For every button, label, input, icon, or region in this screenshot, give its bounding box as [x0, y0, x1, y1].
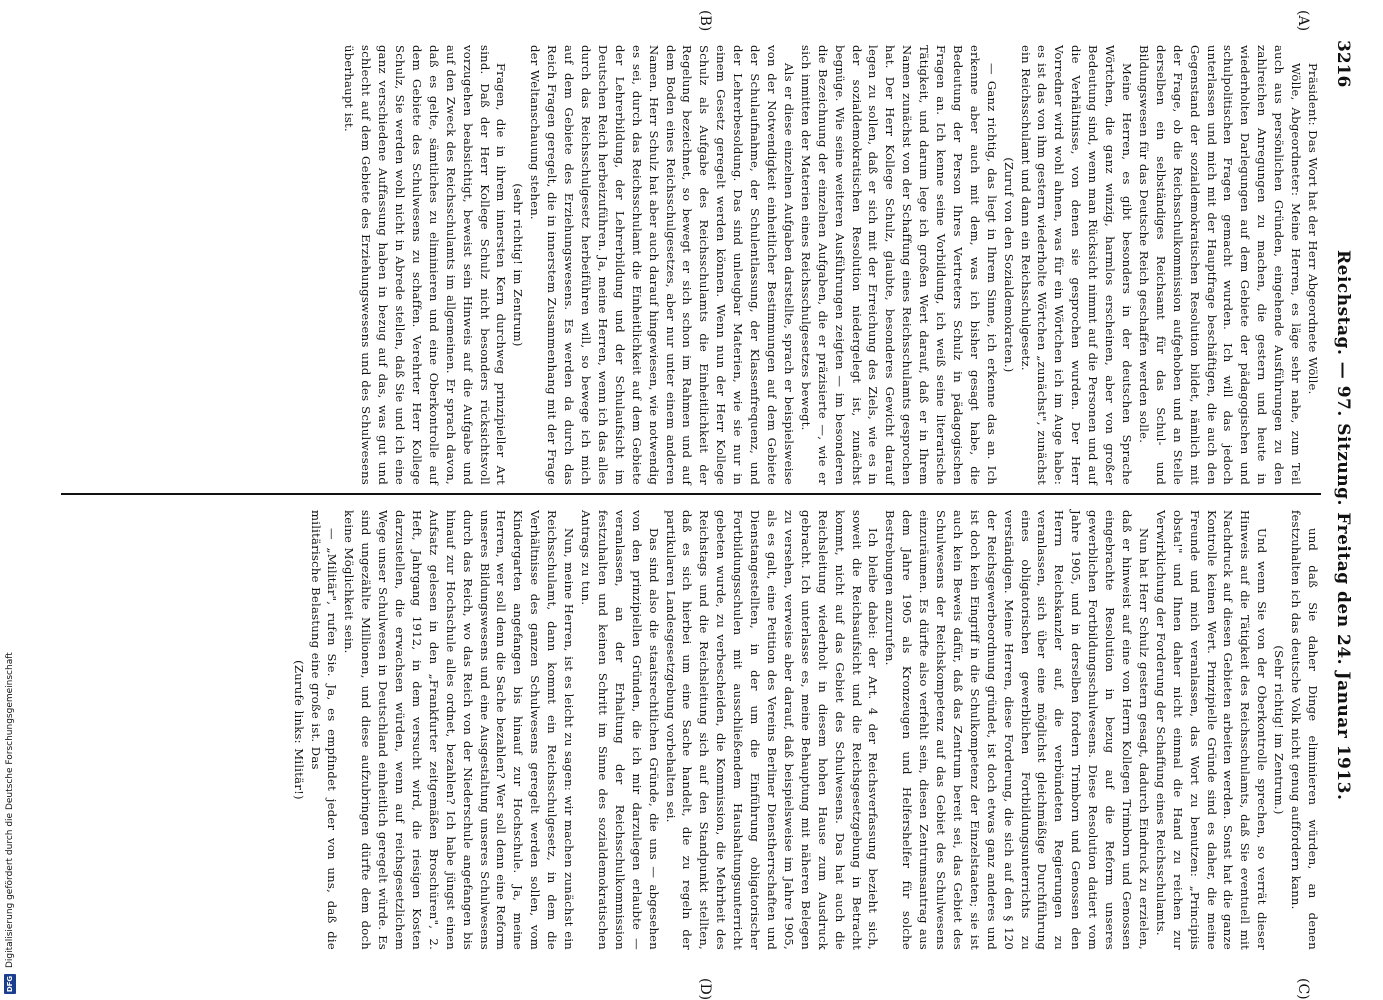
paragraph: Als er diese einzelnen Aufgaben darstellte, sprach er beispielsweise von der Notwendigkeit einheitlicher Bestimmungen auf dem Gebiete der Schulaufnahme, der Schulentlassung, der Klassenfrequenz, und der Lehrerbesoldung. Das sind unleugbar Materien, wie sie nur in einem Gesetz geregelt werden können. Wenn nun der Herr Kollege Schulz als Aufgabe des Reichsschulamts die Einheitlichkeit der Regelung bezeichnet, so bewegt er sich schon im Rahmen und auf dem Boden eines Reichsschulgesetzes, aber nur unter einem anderen Namen. Herr Schulz hat aber auch darauf hingewiesen, wie notwendig es sei, durch das Reichsschulamt die Einheitlichkeit auf dem Gebiete der Lehrerbildung, der Lehrerbildung und der Schulaufsicht im Deutschen Reich herbeizuführen. Ja, meine Herren, wenn ich das alles durch das Reichsschulgesetz herbeiführen will, so bewege ich mich auf dem Gebiete des Erziehungswesens. Es werden da durch das Reich Fragen geregelt, die in innerstem Zusammenhang mit der Frage der Weltanschauung stehen. [528, 45, 796, 485]
paragraph: Fragen, die in ihrem innersten Kern durchweg prinzipieller Art sind. Daß der Herr Kollege Schulz nicht besonders rücksichtsvoll vorzugehen beabsichtigt, beweist sein Hinweis auf die Aufgabe und auf den Zweck des Reichsschulamts im allgemeinen. Er sprach davon, daß es gelte, sämtliches zu eliminieren und eine Oberkontrolle auf dem Gebiete des Schulwesens zu schaffen. Verehrter Herr Kollege Schulz, Sie werden wohl nicht in Abrede stellen, daß Sie und ich eine ganz verschiedene Auffassung haben in bezug auf das, was gut und schlecht auf dem Gebiete des Erziehungswesens und des Schulwesens überhaupt ist. [342, 45, 509, 485]
paragraph: Und wenn Sie von der Oberkontrolle sprechen, so verrät dieser Hinweis auf die Tätigkeit des Reichsschulamts, daß Sie eventuell mit Nachdruck auf diesen Gebieten arbeiten werden. Sonst hat die ganze Kontrolle keinen Wert. Prinzipielle Gründe sind es daher, die meine Freunde und mich veranlassen, das Wort zu benutzen: „Principiis obsta!" und Ihnen daher nicht einmal die Hand zu reichen zur Verwirklichung der Forderung der Schaffung eines Reichsschulamts. [1153, 510, 1270, 950]
interjection: (Zuruf von den Sozialdemokraten.) [1001, 157, 1016, 373]
digitization-credit [0, 0, 20, 1000]
dfg-logo-icon: DFG [6, 975, 14, 993]
paragraph: Präsident: Das Wort hat der Herr Abgeordnete Wölle. [1306, 63, 1320, 395]
interjection: (sehr richtig! im Zentrum) [511, 183, 526, 347]
paragraph: Ich bleibe dabei: der Art. 4 der Reichsverfassung bezieht sich, soweit die Reichsaufsicht und die Reichsgesetzgebung in Betracht kommt, nicht auf das Gebiet des Schulwesens. Das hat auch die Reichsleitung wiederholt in diesem hohen Hause zum Ausdruck gebracht. Ich unterlasse es, meine Behauptung mit näheren Belegen zu versehen, verweise aber darauf, daß beispielsweise im Jahre 1905, als es galt, eine Petition des Vereins Berliner Dienstherrschaften und Dienstangestellten, in der um die Einführung obligatorischer Fortbildungsschulen mit ausschließendem Haushaltungsunterricht gebeten wurde, zu verbescheiden, die Kommission, die Mehrheit des Reichstags und die Reichsleitung sich auf den Standpunkt stellten, daß es sich hierbei um eine Sache handelt, die zu regeln der partikularen Landesgesetzgebung vorbehalten sei. [663, 510, 881, 950]
page-number: 3216 [1333, 40, 1353, 88]
column-divider [61, 493, 1321, 495]
paragraph: und daß Sie daher Dinge eliminieren würden, an denen festzuhalten ich das deutsche Volk nicht genug auffordern kann. [1289, 510, 1320, 950]
right-column [290, 510, 1321, 950]
margin-mark-b: (B) [697, 10, 713, 32]
interjection: (Sehr richtig! im Zentrum.) [1272, 645, 1287, 815]
margin-mark-c: (C) [1295, 978, 1311, 1000]
left-column [340, 45, 1321, 485]
margin-mark-d: (D) [697, 978, 713, 1000]
paragraph: — Ganz richtig, das liegt in Ihrem Sinne, ich erkenne das an. Ich erkenne aber auch mit dem, was ich bisher gesagt habe, die Bedeutung der Person Ihres Vertreters Schulz in pädagogischen Fragen an. Ich kenne seine Vorbildung, ich weiß seine literarische Tätigkeit, und darum lege ich großen Wert darauf, daß er in Ihrem Namen zunächst von der Schaffung eines Reichsschulamts gesprochen hat. Der Herr Kollege Schulz, glaubte, besonderes Gewicht darauf legen zu sollen, daß er sich mit der Erreichung des Ziels, wie es in der sozialdemokratischen Resolution niedergelegt ist, zunächst begnüge. Wie seine weiteren Ausführungen zeigten — im besonderen die Bezeichnung der einzelnen Aufgaben, die er präzisierte —, wie er sich inmitten der Materien eines Reichsschulgesetzes bewegt. [798, 45, 999, 485]
paragraph: — „Militär", rufen Sie. Ja, es empfindet jeder von uns, daß die militärische Belastung eine große ist. Das [308, 510, 340, 950]
credit-text: Digitalisierung gefördert durch die Deutsche Forschungsgemeinschaft [5, 652, 15, 968]
page-title: Reichstag. — 97. Sitzung. Freitag den 24. Januar 1913. [1333, 250, 1353, 801]
paragraph: Nun hat Herr Schulz gestern gesagt, dadurch Eindruck zu erzielen, daß er hinweist auf eine von Herrn Kollegen Trimborn und Genossen eingebrachte Resolution in bezug auf die Reform unseres gewerblichen Fortbildungsschulwesens. Diese Resolution datiert vom Jahre 1905, und in derselben fordern Trimborn und Genossen den Herrn Reichskanzler auf, die verbündeten Regierungen zu veranlassen, sich über eine möglichst gleichmäßige Durchführung eines obligatorischen gewerblichen Fortbildungsunterrichts zu verständigen. Meine Herren, diese Forderung, die sich auf den § 120 der Reichsgewerbeordnung gründet, ist doch etwas ganz anderes und ist doch kein Eingriff in die Schulkompetenz der Einzelstaaten; sie ist auch kein Beweis dafür, daß das Zentrum bereit sei, das Gebiet des Schulwesens der Reichskompetenz auf das Gebiet des Schulwesens einzuräumen. Es dürfte also verfehlt sein, diesen Zentrumsantrag aus dem Jahre 1905 als Kronzeugen und Helfershelfer für solche Bestrebungen anzurufen. [883, 510, 1151, 950]
margin-mark-a: (A) [1295, 10, 1311, 32]
paragraph: Meine Herren, es gibt besonders in der deutschen Sprache Wörtchen, die ganz winzig, harmlos erscheinen, aber von großer Bedeutung sind, wenn man Rücksicht nimmt auf die Personen und auf die Verhältnisse, von denen sie gesprochen wurden. Der Herr Vorredner wird wohl ahnen, was für ein Wörtchen ich im Auge habe: es ist das von ihm gestern wiederholte Wörtchen „zunächst", zunächst ein Reichsschulamt und dann ein Reichsschulgesetz. [1018, 45, 1135, 485]
paragraph: Nun, meine Herren, ist es leicht zu sagen: wir machen zunächst ein Reichsschulamt, dann kommt ein Reichsschulgesetz, in dem die Verhältnisse des ganzen Schulwesens geregelt werden sollen, vom Kindergarten angefangen bis hinauf zur Hochschule. Ja, meine Herren, wer soll denn die Sache bezahlen? Wer soll denn eine Reform unseres Bildungswesens und eine Ausgestaltung unseres Schulwesens durch das Reich, wo das Reich von der Niederschule angefangen bis hinauf zur Hochschule alles ordnet, bezahlen? Ich habe jüngst einen Aufsatz gelesen in den „Frankfurter zeitgemäßen Broschüren", 2. Heft, Jahrgang 1912, in dem versucht wird, die riesigen Kosten darzustellen, die erwachsen würden, wenn auf reichsgesetzlichem Wege unser Schulwesen in Deutschland einheitlich geregelt würde. Es sind ungezählte Millionen, und diese aufzubringen dürfte dem doch keine Möglichkeit sein. [342, 510, 577, 950]
paragraph: Das sind also die staatsrechtlichen Gründe, die uns — abgesehen von den prinzipiellen Gründen, die ich mir darzulegen erlaubte — veranlassen, an der Erhaltung der Reichsschulkommission festzuhalten und keinen Schritt im Sinne des sozialdemokratischen Antrags zu tun. [579, 510, 661, 950]
interjection: (Zurufe links: Militär!) [291, 660, 306, 800]
paragraph: Wölle, Abgeordneter: Meine Herren, es läge sehr nahe, zum Teil auch aus persönlichen Gründen, eingehende Ausführungen zu den zahlreichen Anregungen zu machen, die gestern und heute in wiederholten Darlegungen auf dem Gebiete der pädagogischen und schulpolitischen Fragen gemacht wurden. Ich will das jedoch unterlassen und mich mit der Hauptfrage beschäftigen, die auch den Gegenstand der sozialdemokratischen Resolution bildet, nämlich mit der Frage, ob die Reichsschulkommission aufgehoben und an Stelle derselben ein selbständiges Reichsamt für das Schul- und Bildungswesen für das Deutsche Reich geschaffen werden solle. [1136, 45, 1304, 485]
page-header [1323, 40, 1353, 970]
